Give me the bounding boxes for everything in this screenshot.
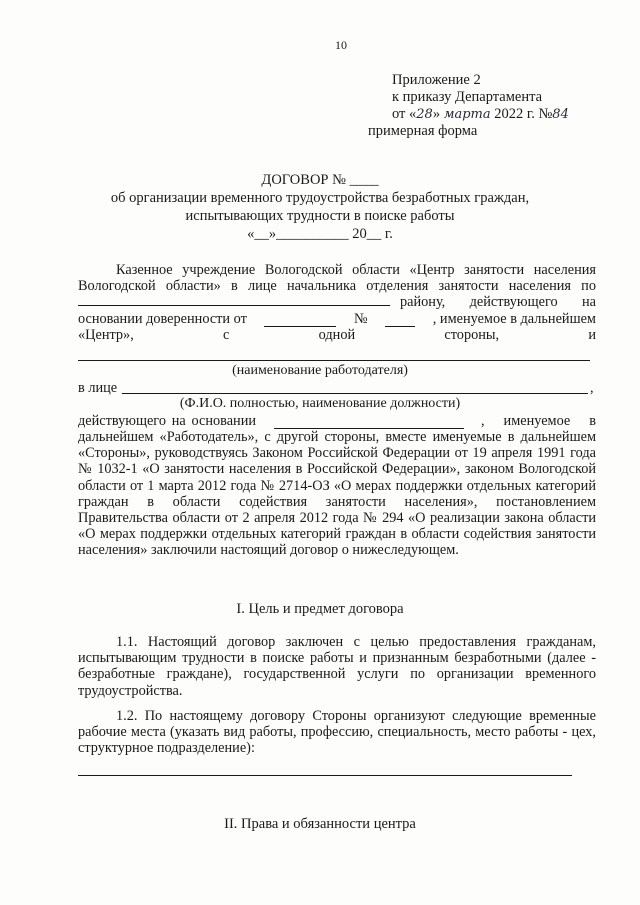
section-2-heading: II. Права и обязанности центра xyxy=(224,816,416,832)
preamble-body: дальнейшем «Работодатель», с другой стороны, вместе именуемые в дальнейшем «Стороны», руководствуясь Законом Российской Федерации от 19 апреля 1991 года № 1032-1 «О занятости населения в Российской Федерации», законом Вологодской области от 1 марта 2012 года № 2714-ОЗ «О мерах поддержки отдельных категорий граждан в области содействия занятости населения», постановлением Правительства области от 2 апреля 2012 года № 294 «О реализации закона области «О мерах поддержки отдельных категорий граждан в области содействия занятости населения» заключили настоящий договор о нижеследующем. xyxy=(78,429,596,559)
fio-blank xyxy=(122,393,588,394)
employer-blank xyxy=(78,360,590,361)
date-prefix: от « xyxy=(392,106,417,122)
basis-blank xyxy=(274,413,464,429)
poa-date-blank xyxy=(264,311,336,327)
page-number: 10 xyxy=(335,38,347,52)
acting-line xyxy=(78,413,596,429)
appendix-line-1: Приложение 2 xyxy=(392,72,481,88)
workplaces-blank xyxy=(78,775,572,776)
poa-label: основании доверенности от xyxy=(78,311,247,327)
clause-1-2: 1.2. По настоящему договору Стороны организуют следующие временные рабочие места (указать вид работы, профессию, специальность, место работы - цех, структурное подразделение): xyxy=(78,708,596,757)
district-blank xyxy=(78,305,390,306)
preamble-line-3 xyxy=(78,294,596,310)
acting-label: действующего на основании xyxy=(78,413,256,429)
preamble-line-1: Казенное учреждение Вологодской области «Центр занятости населения xyxy=(116,262,596,278)
poa-hereinafter: , именуемое в дальнейшем xyxy=(432,311,596,327)
preamble-line-5: «Центр», с одной стороны, и xyxy=(78,327,596,343)
fio-caption: (Ф.И.О. полностью, наименование должности) xyxy=(179,396,461,411)
contract-subtitle-1: об организации временного трудоустройства безработных граждан, xyxy=(110,190,530,206)
fio-comma: , xyxy=(590,380,594,396)
preamble-line-2: Вологодской области» в лице начальника отделения занятости населения по xyxy=(78,278,596,294)
hereinafter-label: , именуемое в xyxy=(481,413,596,429)
clause-1-1: 1.1. Настоящий договор заключен с целью предоставления гражданам, испытывающим трудности в поиске работы и признанным безработными (далее - безработные граждане), государственной услуги по организации временного трудоустройства. xyxy=(78,634,596,699)
handwritten-day: 28 xyxy=(416,107,433,122)
employer-caption: (наименование работодателя) xyxy=(232,363,408,378)
date-mid: » xyxy=(432,106,444,122)
section-1-heading: I. Цель и предмет договора xyxy=(236,601,404,617)
appendix-date-line xyxy=(392,106,569,123)
handwritten-number: 84 xyxy=(552,107,569,122)
appendix-line-2: к приказу Департамента xyxy=(392,89,543,105)
contract-subtitle-2: испытывающих трудности в поиске работы xyxy=(185,208,455,224)
preamble-line-4 xyxy=(78,311,596,327)
poa-number-blank xyxy=(385,311,415,327)
contract-title: ДОГОВОР № ____ xyxy=(261,172,379,188)
contract-date: «__»__________ 20__ г. xyxy=(247,226,393,242)
in-person-label: в лице xyxy=(78,380,118,396)
district-text: району, действующего на xyxy=(400,294,596,310)
appendix-form-note: примерная форма xyxy=(368,123,478,139)
date-suffix: 2022 г. № xyxy=(490,106,553,122)
poa-number-label: № xyxy=(353,311,368,327)
handwritten-month: марта xyxy=(443,107,491,122)
